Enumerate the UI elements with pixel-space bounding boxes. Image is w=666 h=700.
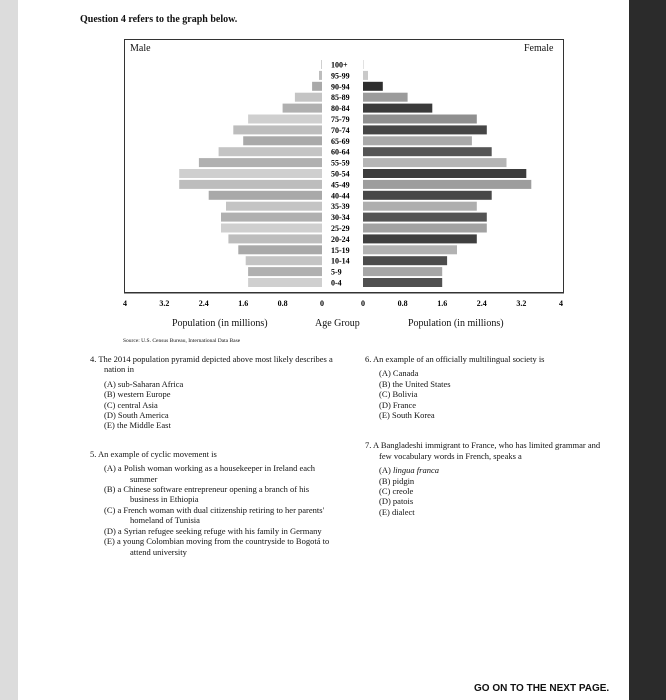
answer-option[interactable]: (D) patois [379, 496, 414, 507]
age-group-label: 30-34 [331, 213, 350, 223]
male-bar-85-89 [295, 93, 322, 102]
age-group-label: 65-69 [331, 136, 350, 146]
age-group-label: 5-9 [331, 267, 342, 277]
answer-option[interactable]: (D) South America [104, 410, 169, 421]
question-block [365, 354, 605, 420]
male-bar-20-24 [228, 234, 322, 243]
age-group-label: 75-79 [331, 115, 350, 124]
female-bar-5-9 [363, 267, 442, 276]
question-block [90, 449, 340, 557]
x-tick-label-male: 4 [123, 299, 127, 308]
x-axis-label-male: Population (in millions) [172, 318, 268, 329]
age-group-label: 25-29 [331, 224, 350, 233]
question-stem: 7. A Bangladeshi immigrant to France, who has limited grammar and few vocabulary words in French, speaks a [365, 440, 601, 461]
female-bar-60-64 [363, 147, 492, 156]
age-group-label: 60-64 [331, 147, 350, 157]
answer-option[interactable]: (C) a French woman with dual citizenship retiring to her parents' homeland of Tunisia [104, 504, 325, 526]
female-bar-30-34 [363, 213, 487, 222]
male-bar-10-14 [246, 256, 322, 265]
female-bar-75-79 [363, 115, 477, 124]
age-group-label: 95-99 [331, 71, 350, 81]
x-axis-label-female: Population (in millions) [408, 318, 504, 329]
answer-option[interactable]: (D) a Syrian refugee seeking refuge with his family in Germany [104, 525, 322, 536]
answer-option[interactable]: (B) pidgin [379, 475, 415, 486]
x-tick-label-female: 3.2 [516, 299, 527, 308]
male-bar-100+ [321, 60, 322, 69]
x-tick-label-male: 2.4 [198, 299, 209, 308]
female-label: Female [524, 43, 554, 54]
female-bar-45-49 [363, 180, 531, 189]
x-tick-label-male: 0.8 [277, 299, 288, 308]
age-group-label: 70-74 [331, 125, 350, 135]
answer-option[interactable]: (E) dialect [379, 506, 415, 517]
age-group-label: 10-14 [331, 256, 350, 266]
female-bar-10-14 [363, 256, 447, 265]
male-bar-65-69 [243, 136, 322, 145]
age-group-label: 90-94 [331, 82, 350, 92]
x-tick-label-female: 1.6 [437, 299, 448, 308]
question-reference-header: Question 4 refers to the graph below. [80, 14, 238, 25]
answer-option[interactable]: (A) sub-Saharan Africa [104, 378, 184, 389]
age-group-label: 15-19 [331, 245, 350, 255]
question-stem: 5. An example of cyclic movement is [90, 448, 217, 459]
male-bar-25-29 [221, 224, 322, 233]
right-question-column [365, 354, 605, 517]
answer-option[interactable]: (E) South Korea [379, 410, 435, 421]
x-tick-label-female: 0 [361, 299, 365, 308]
x-tick-label-female: 4 [559, 299, 563, 308]
age-group-label: 85-89 [331, 93, 350, 103]
female-bar-0-4 [363, 278, 442, 287]
answer-option[interactable]: (B) western Europe [104, 389, 171, 400]
chart-source: Source: U.S. Census Bureau, International Data Base [123, 338, 241, 344]
x-tick-label-male: 3.2 [159, 299, 170, 308]
female-bar-95-99 [363, 71, 368, 80]
age-group-label: 40-44 [331, 191, 350, 201]
age-group-label: 55-59 [331, 158, 350, 168]
x-axis-label-age: Age Group [315, 318, 360, 329]
age-group-label: 45-49 [331, 180, 350, 190]
x-tick-label-male: 0 [320, 299, 324, 308]
answer-option[interactable]: (C) central Asia [104, 399, 158, 410]
question-stem: 4. The 2014 population pyramid depicted above most likely describes a nation in [90, 354, 333, 375]
age-group-label: 20-24 [331, 234, 350, 244]
female-bar-55-59 [363, 158, 507, 167]
answer-option[interactable]: (B) a Chinese software entrepreneur opening a branch of his business in Ethiopia [104, 484, 310, 505]
answer-option[interactable]: (A) Canada [379, 368, 419, 379]
question-stem: 6. An example of an officially multilingual society is [365, 354, 545, 364]
male-bar-90-94 [312, 82, 322, 91]
male-bar-75-79 [248, 115, 322, 124]
female-bar-20-24 [363, 234, 477, 243]
female-bar-80-84 [363, 104, 432, 113]
answer-option[interactable]: (C) creole [379, 486, 414, 497]
next-page-note: GO ON TO THE NEXT PAGE. [474, 683, 610, 694]
male-bar-30-34 [221, 213, 322, 222]
female-bar-100+ [363, 60, 364, 69]
female-bar-35-39 [363, 202, 477, 211]
age-group-label: 50-54 [331, 169, 350, 179]
male-bar-0-4 [248, 278, 322, 287]
left-question-column [90, 354, 340, 557]
x-tick-label-male: 1.6 [238, 299, 249, 308]
female-bar-85-89 [363, 93, 408, 102]
male-bar-35-39 [226, 202, 322, 211]
female-bar-40-44 [363, 191, 492, 200]
answer-option[interactable]: (A) lingua franca [379, 465, 439, 476]
male-bar-70-74 [233, 125, 322, 134]
age-group-label: 35-39 [331, 202, 350, 212]
male-bar-5-9 [248, 267, 322, 276]
age-group-label: 100+ [331, 60, 348, 70]
male-bar-40-44 [209, 191, 322, 200]
answer-option[interactable]: (D) France [379, 399, 417, 410]
female-bar-50-54 [363, 169, 526, 178]
answer-option[interactable]: (E) a young Colombian moving from the countryside to Bogotá to attend university [104, 536, 330, 557]
age-group-label: 80-84 [331, 104, 350, 114]
female-bar-90-94 [363, 82, 383, 91]
answer-option[interactable]: (B) the United States [379, 378, 451, 389]
female-bar-25-29 [363, 224, 487, 233]
male-bar-45-49 [179, 180, 322, 189]
question-block [90, 354, 340, 431]
male-bar-60-64 [219, 147, 322, 156]
male-bar-15-19 [238, 245, 322, 254]
male-bar-95-99 [319, 71, 322, 80]
age-group-label: 0-4 [331, 278, 342, 288]
female-bar-70-74 [363, 125, 487, 134]
answer-option[interactable]: (C) Bolivia [379, 389, 418, 400]
male-bar-55-59 [199, 158, 322, 167]
population-pyramid-chart [0, 0, 666, 340]
female-bar-15-19 [363, 245, 457, 254]
x-tick-label-female: 2.4 [476, 299, 487, 308]
question-block [365, 440, 605, 517]
answer-option[interactable]: (A) a Polish woman working as a housekeeper in Ireland each summer [104, 463, 316, 484]
answer-option[interactable]: (E) the Middle East [104, 420, 171, 431]
male-label: Male [130, 43, 151, 54]
male-bar-80-84 [283, 104, 322, 113]
x-tick-label-female: 0.8 [397, 299, 408, 308]
female-bar-65-69 [363, 136, 472, 145]
male-bar-50-54 [179, 169, 322, 178]
